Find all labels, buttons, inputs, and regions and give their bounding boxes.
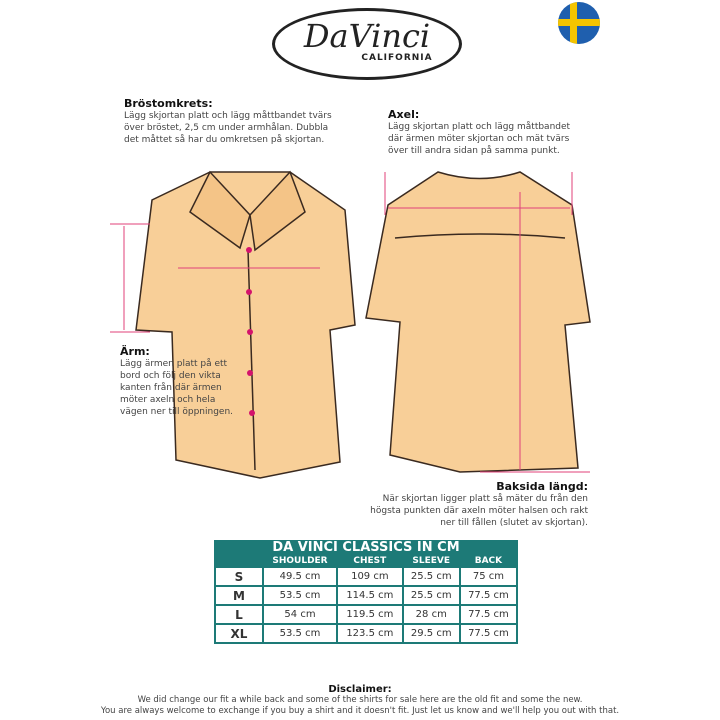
back-shirt xyxy=(366,172,590,472)
table-row: M 53.5 cm 114.5 cm 25.5 cm 77.5 cm xyxy=(215,586,517,605)
shoulder-instructions: Axel: Lägg skjortan platt och lägg måttbandet där ärmen möter skjortan och mät tvärs över till andra sidan på samma punkt. xyxy=(388,108,571,156)
table-row: L 54 cm 119.5 cm 28 cm 77.5 cm xyxy=(215,605,517,624)
disclaimer: Disclaimer: We did change our fit a while back and some of the shirts for sale here are the old fit and some the new. You are always welcome to exchange if you buy a shirt and it doesn't fit. Just let us know and we'll help you out with that. xyxy=(100,684,620,716)
table-title: DA VINCI CLASSICS IN CM xyxy=(215,540,517,555)
header-sleeve: SLEEVE xyxy=(412,555,451,566)
size-table xyxy=(214,540,518,644)
table-row: XL 53.5 cm 123.5 cm 29.5 cm 77.5 cm xyxy=(215,624,517,643)
davinci-logo: DaVinci CALIFORNIA xyxy=(272,8,462,80)
sleeve-instructions: Ärm: Lägg ärmen platt på ett bord och följ den vikta kanten från där ärmen möter axeln och hela vägen ner till öppningen. xyxy=(120,345,234,417)
front-shirt xyxy=(136,172,355,478)
header-back: BACK xyxy=(474,555,503,566)
header-chest: CHEST xyxy=(353,555,387,566)
table-row: S 49.5 cm 109 cm 25.5 cm 75 cm xyxy=(215,567,517,586)
back-length-instructions: Baksida längd: När skjortan ligger platt så mäter du från den högsta punkten där axeln möter halsen och rakt ner till fållen (slutet av skjortan). xyxy=(370,480,588,528)
chest-instructions: Bröstomkrets: Lägg skjortan platt och lägg måttbandet tvärs över bröstet, 2,5 cm under armhålan. Dubbla det måttet så har du omkretsen på skjortan. xyxy=(124,97,332,145)
header-shoulder: SHOULDER xyxy=(272,555,328,566)
table-header xyxy=(215,555,517,567)
